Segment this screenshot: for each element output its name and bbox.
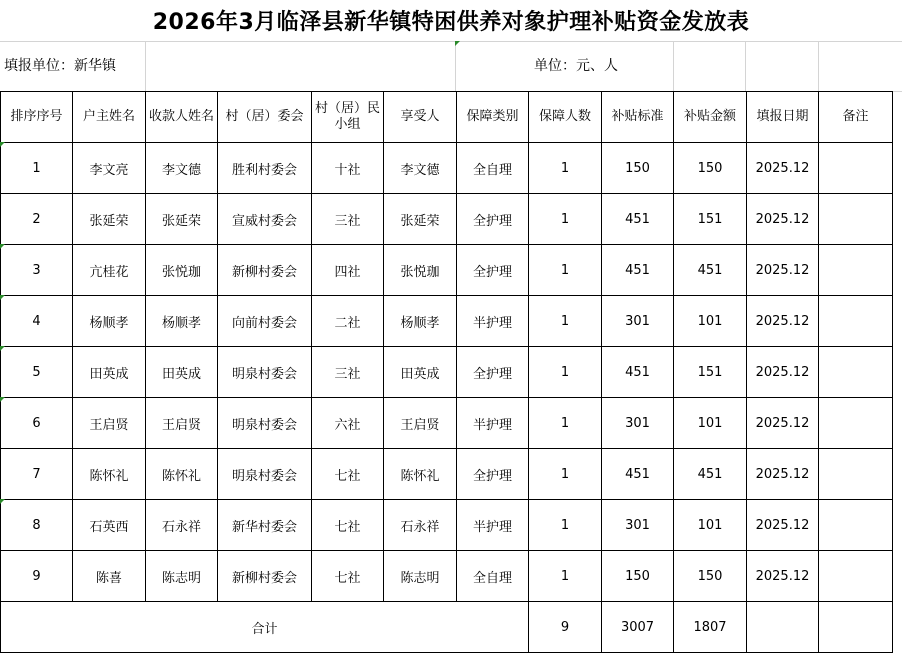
- subsidy-table: [0, 91, 893, 653]
- remark-cell[interactable]: [819, 296, 893, 347]
- standard-cell[interactable]: 301: [602, 398, 674, 449]
- householder-cell[interactable]: 王启贤: [73, 398, 146, 449]
- beneficiary-cell[interactable]: 陈志明: [384, 551, 457, 602]
- remark-cell[interactable]: [819, 500, 893, 551]
- header-cell[interactable]: 保障人数: [529, 92, 602, 143]
- info-row: [0, 41, 902, 92]
- committee-cell[interactable]: 宣威村委会: [218, 194, 312, 245]
- total-amount-cell[interactable]: 1807: [674, 602, 747, 653]
- householder-cell[interactable]: 亢桂花: [73, 245, 146, 296]
- remark-cell[interactable]: [819, 347, 893, 398]
- date-cell[interactable]: 2025.12: [747, 245, 819, 296]
- category-cell[interactable]: 半护理: [457, 398, 529, 449]
- standard-cell[interactable]: 150: [602, 143, 674, 194]
- seq-cell[interactable]: 5: [1, 347, 73, 398]
- beneficiary-cell[interactable]: 田英成: [384, 347, 457, 398]
- header-cell[interactable]: 收款人姓名: [146, 92, 218, 143]
- householder-cell[interactable]: 张延荣: [73, 194, 146, 245]
- people-cell[interactable]: 1: [529, 194, 602, 245]
- payee-cell[interactable]: 张延荣: [146, 194, 218, 245]
- standard-cell[interactable]: 301: [602, 296, 674, 347]
- amount-cell[interactable]: 101: [674, 398, 747, 449]
- table-row: [1, 296, 893, 347]
- payee-cell[interactable]: 田英成: [146, 347, 218, 398]
- standard-cell[interactable]: 451: [602, 347, 674, 398]
- grid-line: [745, 41, 746, 91]
- standard-cell[interactable]: 451: [602, 194, 674, 245]
- people-cell[interactable]: 1: [529, 143, 602, 194]
- header-cell[interactable]: 填报日期: [747, 92, 819, 143]
- category-cell[interactable]: 全护理: [457, 194, 529, 245]
- group-cell[interactable]: 三社: [312, 194, 384, 245]
- group-cell[interactable]: 二社: [312, 296, 384, 347]
- people-cell[interactable]: 1: [529, 245, 602, 296]
- seq-cell[interactable]: 4: [1, 296, 73, 347]
- amount-cell[interactable]: 151: [674, 194, 747, 245]
- header-cell[interactable]: 保障类别: [457, 92, 529, 143]
- header-cell[interactable]: 户主姓名: [73, 92, 146, 143]
- seq-cell[interactable]: 1: [1, 143, 73, 194]
- group-cell[interactable]: 七社: [312, 551, 384, 602]
- beneficiary-cell[interactable]: 李文德: [384, 143, 457, 194]
- seq-cell[interactable]: 9: [1, 551, 73, 602]
- committee-cell[interactable]: 明泉村委会: [218, 398, 312, 449]
- header-row: [1, 92, 893, 143]
- remark-cell[interactable]: [819, 398, 893, 449]
- table-row: [1, 347, 893, 398]
- grid-line: [673, 41, 674, 91]
- table-body: [1, 143, 893, 602]
- date-cell[interactable]: 2025.12: [747, 296, 819, 347]
- total-people-cell[interactable]: 9: [529, 602, 602, 653]
- committee-cell[interactable]: 新华村委会: [218, 500, 312, 551]
- payee-cell[interactable]: 陈怀礼: [146, 449, 218, 500]
- category-cell[interactable]: 半护理: [457, 296, 529, 347]
- category-cell[interactable]: 全自理: [457, 551, 529, 602]
- grid-line: [145, 41, 146, 91]
- sheet-title[interactable]: 2026年3月临泽县新华镇特困供养对象护理补贴资金发放表: [0, 0, 902, 42]
- committee-cell[interactable]: 新柳村委会: [218, 245, 312, 296]
- beneficiary-cell[interactable]: 张悦珈: [384, 245, 457, 296]
- beneficiary-cell[interactable]: 陈怀礼: [384, 449, 457, 500]
- table-row: [1, 143, 893, 194]
- amount-cell[interactable]: 150: [674, 143, 747, 194]
- householder-cell[interactable]: 李文亮: [73, 143, 146, 194]
- date-cell[interactable]: 2025.12: [747, 449, 819, 500]
- table-row: [1, 398, 893, 449]
- category-cell[interactable]: 全自理: [457, 143, 529, 194]
- group-cell[interactable]: 七社: [312, 449, 384, 500]
- grid-line: [818, 41, 819, 91]
- comment-marker-icon: [0, 244, 5, 249]
- total-standard-cell[interactable]: 3007: [602, 602, 674, 653]
- householder-cell[interactable]: 陈怀礼: [73, 449, 146, 500]
- payee-cell[interactable]: 王启贤: [146, 398, 218, 449]
- remark-cell[interactable]: [819, 551, 893, 602]
- payee-cell[interactable]: 杨顺孝: [146, 296, 218, 347]
- group-cell[interactable]: 三社: [312, 347, 384, 398]
- standard-cell[interactable]: 150: [602, 551, 674, 602]
- committee-cell[interactable]: 向前村委会: [218, 296, 312, 347]
- householder-cell[interactable]: 田英成: [73, 347, 146, 398]
- date-cell[interactable]: 2025.12: [747, 500, 819, 551]
- committee-cell[interactable]: 胜利村委会: [218, 143, 312, 194]
- header-cell[interactable]: 享受人: [384, 92, 457, 143]
- seq-cell[interactable]: 7: [1, 449, 73, 500]
- people-cell[interactable]: 1: [529, 500, 602, 551]
- header-cell[interactable]: 补贴标准: [602, 92, 674, 143]
- payee-cell[interactable]: 李文德: [146, 143, 218, 194]
- comment-marker-icon: [455, 41, 460, 46]
- total-empty-cell[interactable]: [819, 602, 893, 653]
- standard-cell[interactable]: 451: [602, 245, 674, 296]
- group-cell[interactable]: 六社: [312, 398, 384, 449]
- grid-line: [455, 41, 456, 91]
- people-cell[interactable]: 1: [529, 449, 602, 500]
- header-cell[interactable]: 村（居）委会: [218, 92, 312, 143]
- measure-unit-cell[interactable]: 单位：元、人: [534, 58, 618, 74]
- total-label-cell[interactable]: 合计: [1, 602, 529, 653]
- reporting-unit-cell[interactable]: 填报单位：新华镇: [4, 58, 116, 74]
- date-cell[interactable]: 2025.12: [747, 551, 819, 602]
- category-cell[interactable]: 半护理: [457, 500, 529, 551]
- amount-cell[interactable]: 151: [674, 347, 747, 398]
- total-row: [1, 602, 893, 653]
- people-cell[interactable]: 1: [529, 551, 602, 602]
- seq-cell[interactable]: 8: [1, 500, 73, 551]
- table-row: [1, 194, 893, 245]
- date-cell[interactable]: 2025.12: [747, 143, 819, 194]
- amount-cell[interactable]: 451: [674, 449, 747, 500]
- standard-cell[interactable]: 301: [602, 500, 674, 551]
- comment-marker-icon: [0, 397, 5, 402]
- date-cell[interactable]: 2025.12: [747, 398, 819, 449]
- standard-cell[interactable]: 451: [602, 449, 674, 500]
- payee-cell[interactable]: 陈志明: [146, 551, 218, 602]
- header-cell[interactable]: 村（居）民小组: [312, 92, 384, 143]
- table-row: [1, 500, 893, 551]
- amount-cell[interactable]: 451: [674, 245, 747, 296]
- householder-cell[interactable]: 杨顺孝: [73, 296, 146, 347]
- comment-marker-icon: [0, 346, 5, 351]
- committee-cell[interactable]: 明泉村委会: [218, 347, 312, 398]
- householder-cell[interactable]: 石英西: [73, 500, 146, 551]
- table-row: [1, 245, 893, 296]
- people-cell[interactable]: 1: [529, 347, 602, 398]
- total-empty-cell[interactable]: [747, 602, 819, 653]
- seq-cell[interactable]: 6: [1, 398, 73, 449]
- amount-cell[interactable]: 101: [674, 500, 747, 551]
- amount-cell[interactable]: 150: [674, 551, 747, 602]
- beneficiary-cell[interactable]: 杨顺孝: [384, 296, 457, 347]
- table-row: [1, 449, 893, 500]
- seq-cell[interactable]: 2: [1, 194, 73, 245]
- group-cell[interactable]: 七社: [312, 500, 384, 551]
- comment-marker-icon: [0, 499, 5, 504]
- comment-marker-icon: [0, 142, 5, 147]
- table-row: [1, 551, 893, 602]
- payee-cell[interactable]: 张悦珈: [146, 245, 218, 296]
- category-cell[interactable]: 全护理: [457, 449, 529, 500]
- remark-cell[interactable]: [819, 449, 893, 500]
- date-cell[interactable]: 2025.12: [747, 347, 819, 398]
- beneficiary-cell[interactable]: 石永祥: [384, 500, 457, 551]
- group-cell[interactable]: 四社: [312, 245, 384, 296]
- header-cell[interactable]: 备注: [819, 92, 893, 143]
- header-cell[interactable]: 排序序号: [1, 92, 73, 143]
- date-cell[interactable]: 2025.12: [747, 194, 819, 245]
- people-cell[interactable]: 1: [529, 296, 602, 347]
- header-cell[interactable]: 补贴金额: [674, 92, 747, 143]
- remark-cell[interactable]: [819, 245, 893, 296]
- group-cell[interactable]: 十社: [312, 143, 384, 194]
- category-cell[interactable]: 全护理: [457, 245, 529, 296]
- beneficiary-cell[interactable]: 张延荣: [384, 194, 457, 245]
- committee-cell[interactable]: 明泉村委会: [218, 449, 312, 500]
- remark-cell[interactable]: [819, 143, 893, 194]
- people-cell[interactable]: 1: [529, 398, 602, 449]
- committee-cell[interactable]: 新柳村委会: [218, 551, 312, 602]
- comment-marker-icon: [0, 295, 5, 300]
- seq-cell[interactable]: 3: [1, 245, 73, 296]
- payee-cell[interactable]: 石永祥: [146, 500, 218, 551]
- householder-cell[interactable]: 陈喜: [73, 551, 146, 602]
- amount-cell[interactable]: 101: [674, 296, 747, 347]
- beneficiary-cell[interactable]: 王启贤: [384, 398, 457, 449]
- category-cell[interactable]: 全护理: [457, 347, 529, 398]
- remark-cell[interactable]: [819, 194, 893, 245]
